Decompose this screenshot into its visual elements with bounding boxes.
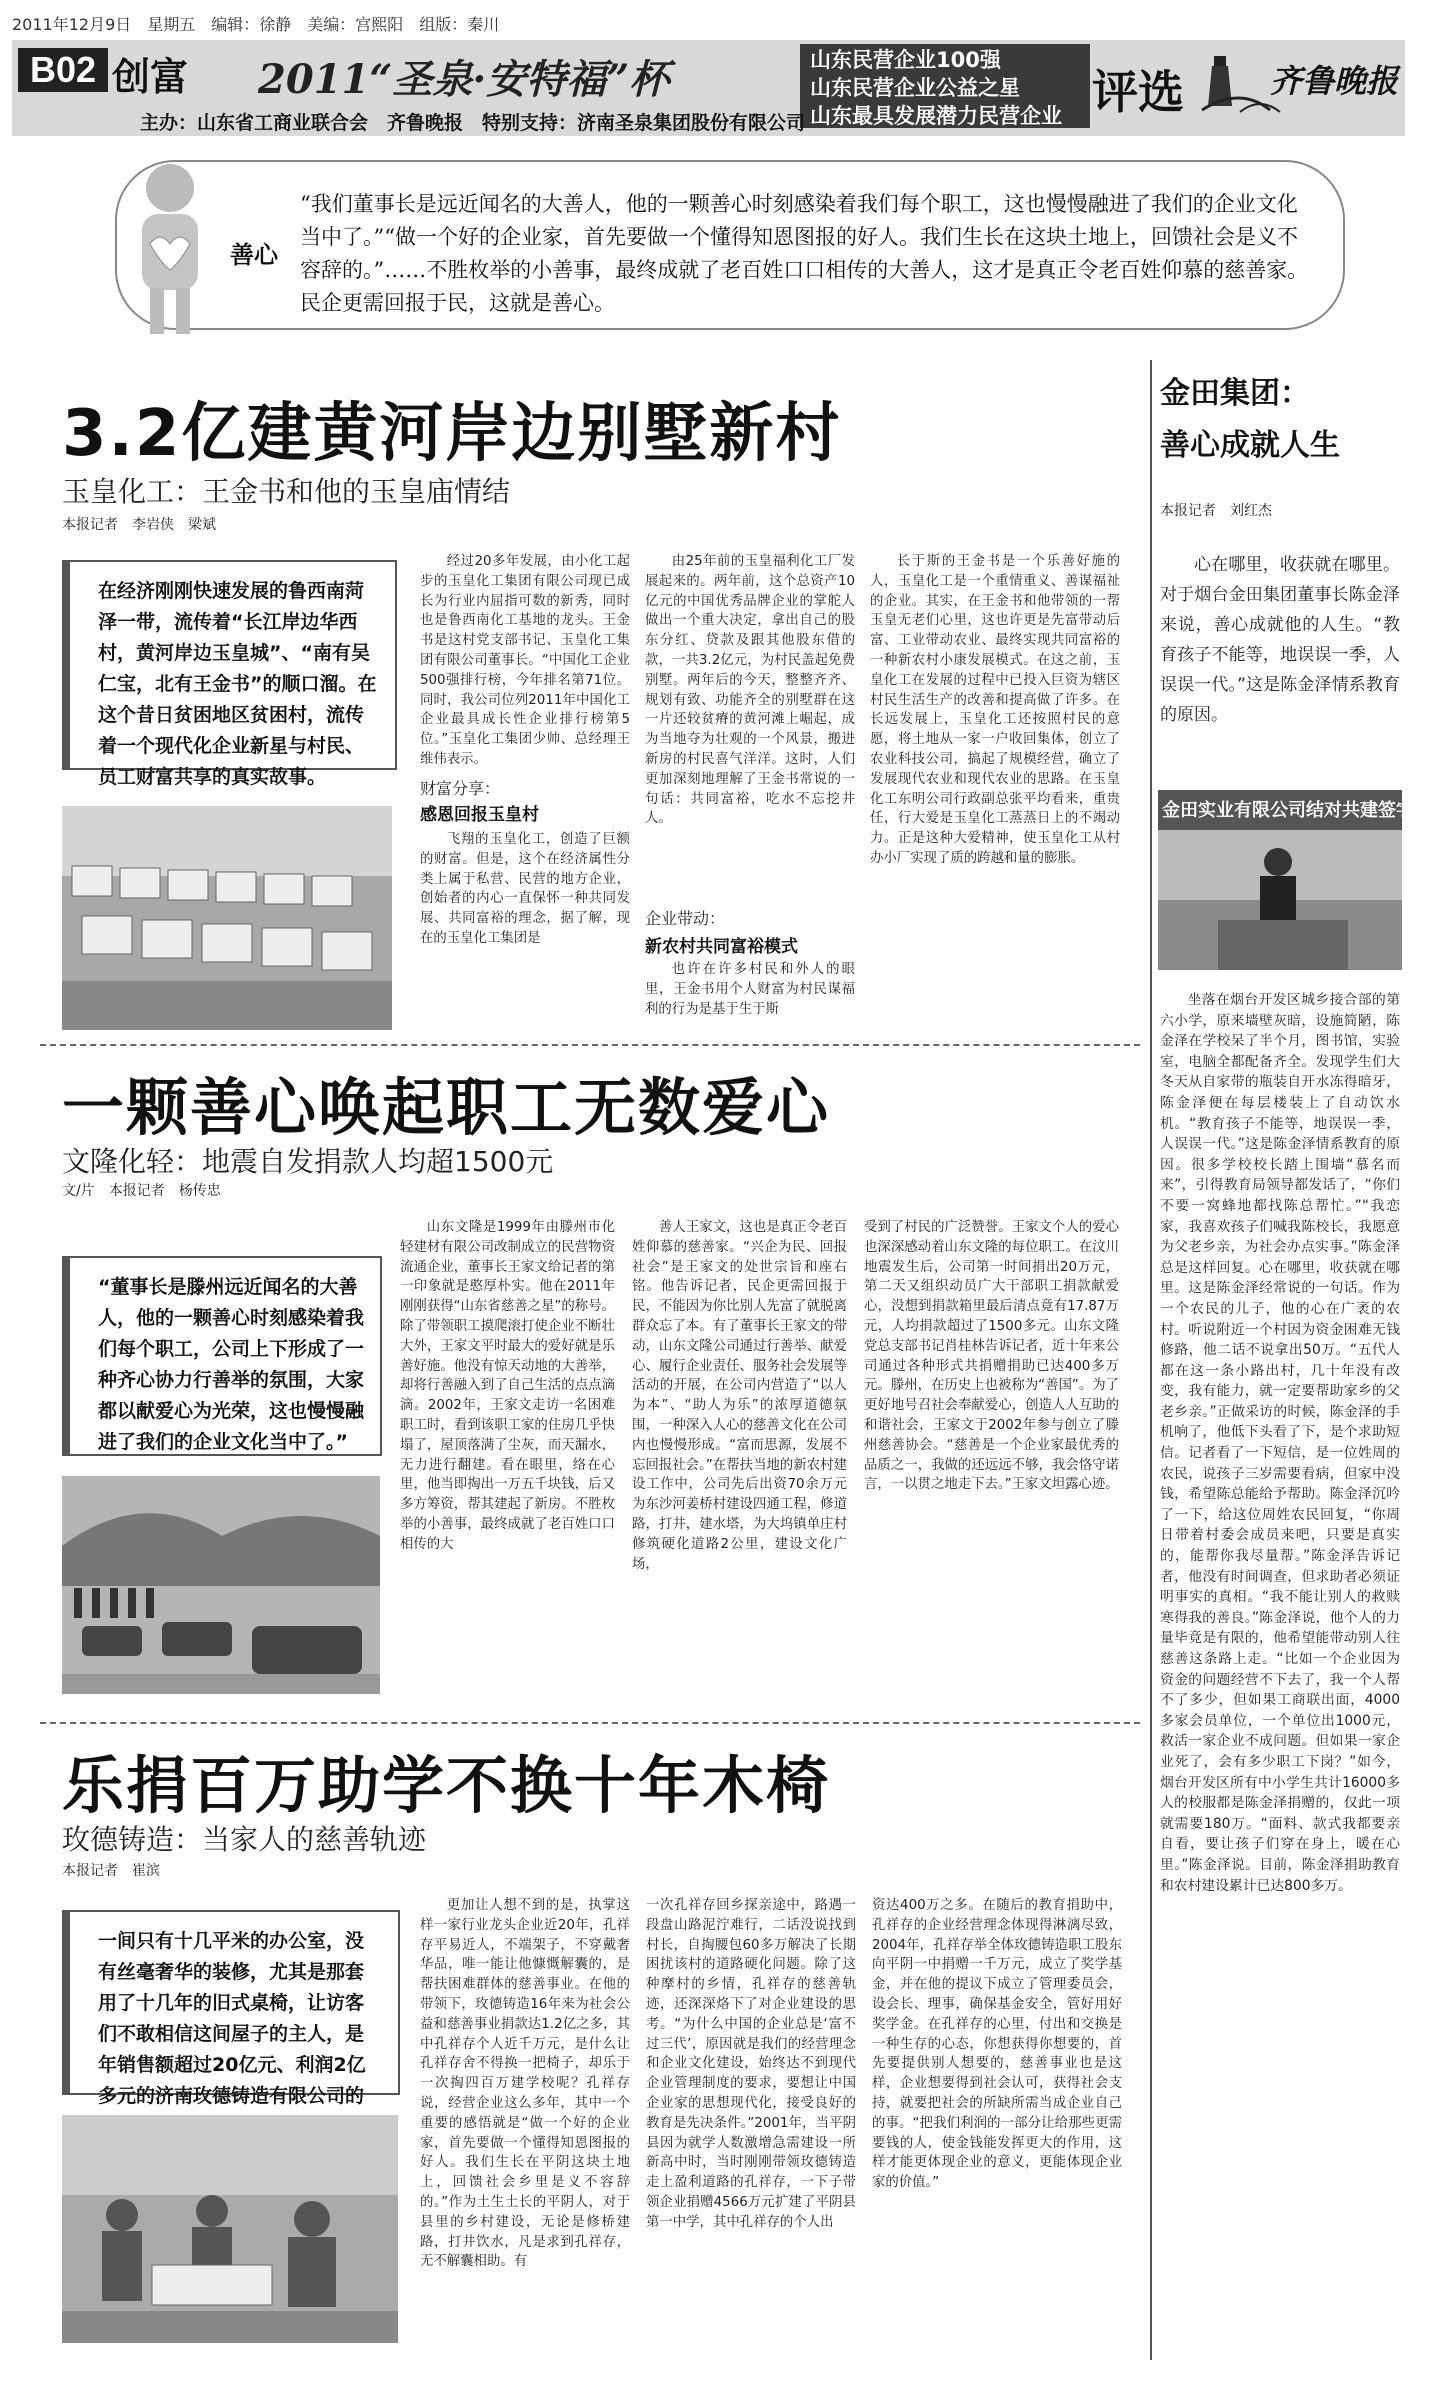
newspaper-logo [1200, 46, 1400, 126]
sidebar-title-line1: 金田集团： [1160, 376, 1310, 411]
quote-label: 善心 [230, 241, 278, 269]
article2-byline: 文/片 本报记者 杨传忠 [62, 1183, 221, 1199]
article1-col1b: 飞翔的玉皇化工，创造了巨额的财富。但是，这个在经济属性分类上属于私营、民营的地方企业，创始者的内心一直保怀一种共同发展、共同富裕的理念，据了解，现在的玉皇化工集团是 [420, 832, 630, 946]
heart-figure-icon [110, 158, 230, 338]
article1-lead: 在经济刚刚快速发展的鲁西南菏泽一带，流传着“长江岸边华西村，黄河岸边玉皇城”、“南有吴仁宝，北有王金书”的顺口溜。在这个昔日贫困地区贫困村，流传着一个现代化企业新星与村民、员工财富共享的真实故事。 [62, 560, 397, 770]
article3-lead: 一间只有十几平米的办公室，没有丝毫奢华的装修，尤其是那套用了十几年的旧式桌椅，让访客们不敢相信这间屋子的主人，是年销售额超过20亿元、利润2亿多元的济南玫德铸造有限公司的 [62, 1910, 400, 2095]
section-divider-1 [40, 1044, 1140, 1046]
article2-col3: 受到了村民的广泛赞誉。王家文个人的爱心也深深感动着山东文隆的每位职工。在汶川地震发生后，公司第一时间捐出20万元，第二天又组织动员广大干部职工捐款献爱心，没想到捐款箱里最后清点竟有17.87万元，人均捐款超过了1500多元。山东文隆党总支部书记肖桂林告诉记者，近十年来公司通过各种形式共捐赠捐助已达400多万元。滕州，在历史上也被称为“善国”。为了更好地号召社会奉献爱心，创造人人互助的和谐社会，王家文于2002年参与创立了滕州慈善协会。“慈善是一个企业家最优秀的品质之一，我做的还远远不够，我会恪守诺言，一以贯之地走下去。”王家文坦露心迹。 [864, 1220, 1119, 1493]
article2-lead: “董事长是滕州远近闻名的大善人，他的一颗善心时刻感染着我们每个职工，公司上下形成了一种齐心协力行善举的氛围，大家都以献爱心为光荣，这也慢慢融进了我们的企业文化当中了。” [62, 1256, 382, 1456]
section-divider-2 [40, 1722, 1140, 1724]
article2-col2: 善人王家文，这也是真正令老百姓仰慕的慈善家。“兴企为民、回报社会”是王家文的处世宗旨和座右铭。他告诉记者，民企更需回报于民，不能因为你比别人先富了就脱离群众忘了本。有了董事长王家文的带动，山东文隆公司通过行善举、献爱心、履行企业责任、服务社会发展等活动的开展，在公司内营造了“以人为本”、“助人为乐”的浓厚道德氛围，一种深入人心的慈善文化在公司内也慢慢形成。“富而思源，发展不忘回报社会。”在帮扶当地的新农村建设工作中，公司先后出资70余万元为东沙河姜桥村建设四通工程，修道路，打井，建水塔，为大坞镇单庄村修筑硬化道路2公里，建设文化广场， [632, 1220, 847, 1572]
article3-subtitle: 玫德铸造：当家人的慈善轨迹 [62, 1823, 427, 1856]
article3-col1: 更加让人想不到的是，执掌这样一家行业龙头企业近20年，孔祥存平易近人，不端架子，不穿戴奢华品，唯一能让他慷慨解囊的，是帮扶困难群体的慈善事业。在他的带领下，玫德铸造16年来为社会公益和慈善事业捐款达1.2亿之多，其中孔祥存个人近千万元，是什么让孔祥存舍不得换一把椅子，却乐于一次掏四百万建学校呢？孔祥存说，经营企业这么多年，其中一个重要的感悟就是“做一个好的企业家，首先要做一个懂得知恩图报的好人。我们生长在平阴这块土地上，回馈社会乡里是义不容辞的。”作为土生土长的平阴人，对于县里的乡村建设，无论是修桥建路，打井饮水，凡是求到孔祥存，无不解囊相助。有 [420, 1898, 630, 2270]
donation-event-photo [62, 2115, 398, 2343]
cup-title: 2011“圣泉·安特福”杯 [258, 56, 670, 103]
select-word: 评选 [1092, 65, 1184, 119]
article1-col1-head1: 财富分享： [420, 779, 501, 798]
page-code: B02 [18, 48, 108, 92]
article1-byline: 本报记者 李岩侠 梁斌 [62, 517, 216, 533]
article3-byline: 本报记者 崔滨 [62, 1863, 160, 1879]
signing-ceremony-photo [1158, 790, 1450, 970]
article1-col2-head1: 企业带动： [645, 909, 726, 928]
date-line: 2011年12月9日 星期五 编辑：徐静 美编：宫熙阳 组版：秦川 [12, 15, 500, 34]
article3-headline: 乐捐百万助学不换十年木椅 [62, 1749, 831, 1822]
cars-lineup-photo [62, 1476, 380, 1694]
article1-col1-head2: 感恩回报玉皇村 [420, 805, 539, 825]
award-line-1: 山东民营企业100强 [810, 48, 1001, 72]
article1-col1: 经过20多年发展，由小化工起步的玉皇化工集团有限公司现已成长为行业内屈指可数的新秀，同时也是鲁西南化工基地的龙头。王金书是这村党支部书记、玉皇化工集团有限公司董事长。“中国化工企业500强排行榜，今年排名第71位。同时，我公司位列2011年中国化工企业最具成长性企业排行榜第5位。”玉皇化工集团少帅、总经理王维伟表示。 [420, 554, 630, 767]
article3-col2: 一次孔祥存回乡探亲途中，路遇一段盘山路泥泞难行，二话没说找到村长，自掏腰包60多万解决了长期困扰该村的道路硬化问题。除了这种摩村的乡情，孔祥存的慈善轨迹，还深深烙下了对企业建设的思考。“为什么中国的企业总是‘富不过三代’，原因就是我们的经营理念和企业文化建设，始终达不到现代企业管理制度的要求，要想让中国企业家的思想现代化，接受良好的教育是先决条件。”2001年，当平阴县因为就学人数激增急需建设一所新高中时，当时刚刚带领玫德铸造走上盈利道路的孔祥存，一下子带领企业捐赠4566万元扩建了平阴县第一中学，其中孔祥存的个人出 [646, 1898, 856, 2230]
award-line-3: 山东最具发展潜力民营企业 [810, 104, 1062, 128]
article1-col2: 由25年前的玉皇福利化工厂发展起来的。两年前，这个总资产10亿元的中国优秀品牌企业的掌舵人做出一个重大决定，拿出自己的股东分红、贷款及跟其他股东借的款，一共3.2亿元，为村民盖起免费别墅。两年后的今天，整整齐齐、规划有致、功能齐全的别墅群在这一片还较贫瘠的黄河滩上崛起，成为当地夺为壮观的一个风景，搬进新房的村民喜气洋洋。这时，人们更加深刻地理解了王金书常说的一句话：共同富裕，吃水不忘挖井人。 [645, 554, 855, 827]
sidebar-title-line2: 善心成就人生 [1160, 428, 1340, 463]
photo-banner-text: 金田实业有限公司结对共建签字仪式 [1162, 800, 1450, 821]
sponsor-line: 主办：山东省工商业联合会 齐鲁晚报 特别支持：济南圣泉集团股份有限公司 [140, 112, 806, 134]
section-title: 创富 [112, 55, 189, 99]
sidebar-lead: 心在哪里，收获就在哪里。对于烟台金田集团董事长陈金泽来说，善心成就他的人生。“教育孩子不能等，地误误一季，人误误一代。”这是陈金泽情系教育的原因。 [1160, 555, 1400, 725]
article3-col3: 资达400万之多。在随后的教育捐助中，孔祥存的企业经营理念体现得淋漓尽致，2004年，孔祥存举全体玫德铸造职工股东向平阴一中捐赠一千万元，成立了奖学基金，并在他的提议下成立了管理委员会，设会长、理事，确保基金安全，管好用好奖学金。在孔祥存的心里，付出和交换是一种生存的心态，你想获得你想要的，首先要提供别人想要的，慈善事业也是这样，企业想要得到社会认可，获得社会支持，就要把社会的所缺所需当成企业自己的事。“把我们利润的一部分让给那些更需要钱的人，使金钱能发挥更大的作用，这样才能更体现企业的意义，更能体现企业家的价值。” [872, 1898, 1122, 2191]
quote-text: “我们董事长是远近闻名的大善人，他的一颗善心时刻感染着我们每个职工，这也慢慢融进了我们的企业文化当中了。”“做一个好的企业家，首先要做一个懂得知恩图报的好人。我们生长在这块土地上，回馈社会是义不容辞的。”……不胜枚举的小善事，最终成就了老百姓口口相传的大善人，这才是真正令老百姓仰慕的慈善家。民企更需回报于民，这就是善心。 [300, 192, 1309, 315]
sidebar-byline: 本报记者 刘红杰 [1160, 503, 1272, 519]
paper-name: 齐鲁晚报 [1270, 62, 1399, 100]
sidebar-divider [1150, 360, 1152, 2360]
article1-col3: 长于斯的王金书是一个乐善好施的人，玉皇化工是一个重情重义、善谋福祉的企业。其实，在王金书和他带领的一帮玉皇无老们心里，这也许更是先富带动后富、工业带动农业、最终实现共同富裕的一种新农村小康发展模式。在这之前，玉皇化工在发展的过程中已投入巨资为辖区村民生活生产的改善和提高做了许多。在长远发展上，玉皇化工还按照村民的意愿，将土地从一家一户收回集体，创立了农业科技公司，搞起了规模经营，确立了发展现代农业和现代农业的思路。在玉皇化工东明公司行政副总张平均看来，重贵任，行大爱是玉皇化工蒸蒸日上的不竭动力。正是这种大爱精神，使玉皇化工从村办小厂实现了质的跨越和量的膨胀。 [870, 554, 1120, 866]
article2-col1: 山东文隆是1999年由滕州市化轻建材有限公司改制成立的民营物资流通企业，董事长王家文给记者的第一印象就是憨厚朴实。他在2011年刚刚获得“山东省慈善之星”的称号。除了带领职工摸爬滚打使企业不断壮大外，王家文平时最大的爱好就是乐善好施。他没有惊天动地的大善举，却将行善融入到了自己生活的点点滴滴。2002年，王家文走访一名困难职工时，看到该职工家的住房几乎快塌了，屋顶落满了尘灰，而天漏水，无力进行翻建。看在眼里，络在心里，他当即掏出一万五千块钱，后又多方筹资，帮其建起了新房。不胜枚举的小善事，最终成就了老百姓口口相传的大 [400, 1220, 615, 1552]
award-line-2: 山东民营企业公益之星 [810, 76, 1020, 100]
villa-village-photo [62, 806, 392, 1030]
article1-subtitle: 玉皇化工：王金书和他的玉皇庙情结 [62, 475, 511, 508]
article1-col2-head2: 新农村共同富裕模式 [645, 937, 798, 957]
article2-headline: 一颗善心唤起职工无数爱心 [62, 1071, 831, 1144]
article1-col2b: 也许在许多村民和外人的眼里，王金书用个人财富为村民谋福利的行为是基于生于斯 [645, 962, 855, 1017]
sidebar-title [1160, 368, 1400, 472]
article2-subtitle: 文隆化轻：地震自发捐款人均超1500元 [62, 1145, 554, 1178]
sidebar-body: 坐落在烟台开发区城乡接合部的第六小学，原来墙壁灰暗，设施简陋，陈金泽在学校呆了半个月，图书馆，实验室，电脑全都配备齐全。发现学生们大冬天从自家带的瓶装自开水冻得暗牙，陈金泽便在每层楼装上了自动饮水机。“教育孩子不能等，地误误一季，人误误一代。”这是陈金泽情系教育的原因。很多学校校长踏上围墙“慕名而来”，引得教育局领导都发话了，“你们不要一窝蜂地都找陈总帮忙。”“我恋家，我喜欢孩子们喊我陈校长，我愿意为父老乡亲，为社会办点实事。”陈金泽总是这样回复。心在哪里，收获就在哪里。这是陈金泽经常说的一句话。作为一个农民的儿子，他的心在广袤的农村。听说附近一个村因为资金困难无钱修路，他二话不说拿出50万。“五代人都在这一条小路出村，几十年没有改变，我有能力，就一定要帮助家乡的父老乡亲。”正做采访的时候，陈金泽的手机响了，他低下头看了下，是个求助短信。记者看了一下短信，是一位姓周的农民，说孩子三岁需要看病，但家中没钱，希望陈总能给予帮助。陈金泽沉吟了一下，给这位周姓农民回复，“你周日带着村委会成员来吧，只要是真实的，能帮你我尽量帮。”陈金泽告诉记者，他没有时间调查，但求助者必须证明事实的真相。“我不能让别人的救赎寒得我的善良。”陈金泽说，他个人的力量毕竟是有限的，他希望能带动别人往慈善这条路上走。“比如一个企业因为资金的问题经营不下去了，我一个人帮不了多少，但如果工商联出面，4000多家会员单位，一个单位出1000元，救活一家企业不成问题。但如果一家企业死了，会有多少职工下岗？”如今，烟台开发区所有中小学生共计16000多人的校服都是陈金泽捐赠的，仅此一项就需要180万。“面料、款式我都要亲自看，要让孩子们穿在身上，暖在心里。”陈金泽说。目前，陈金泽捐助教育和农村建设累计已达800多万。 [1160, 992, 1400, 1894]
award-box [800, 44, 1090, 128]
article1-headline: 3.2亿建黄河岸边别墅新村 [62, 397, 842, 471]
